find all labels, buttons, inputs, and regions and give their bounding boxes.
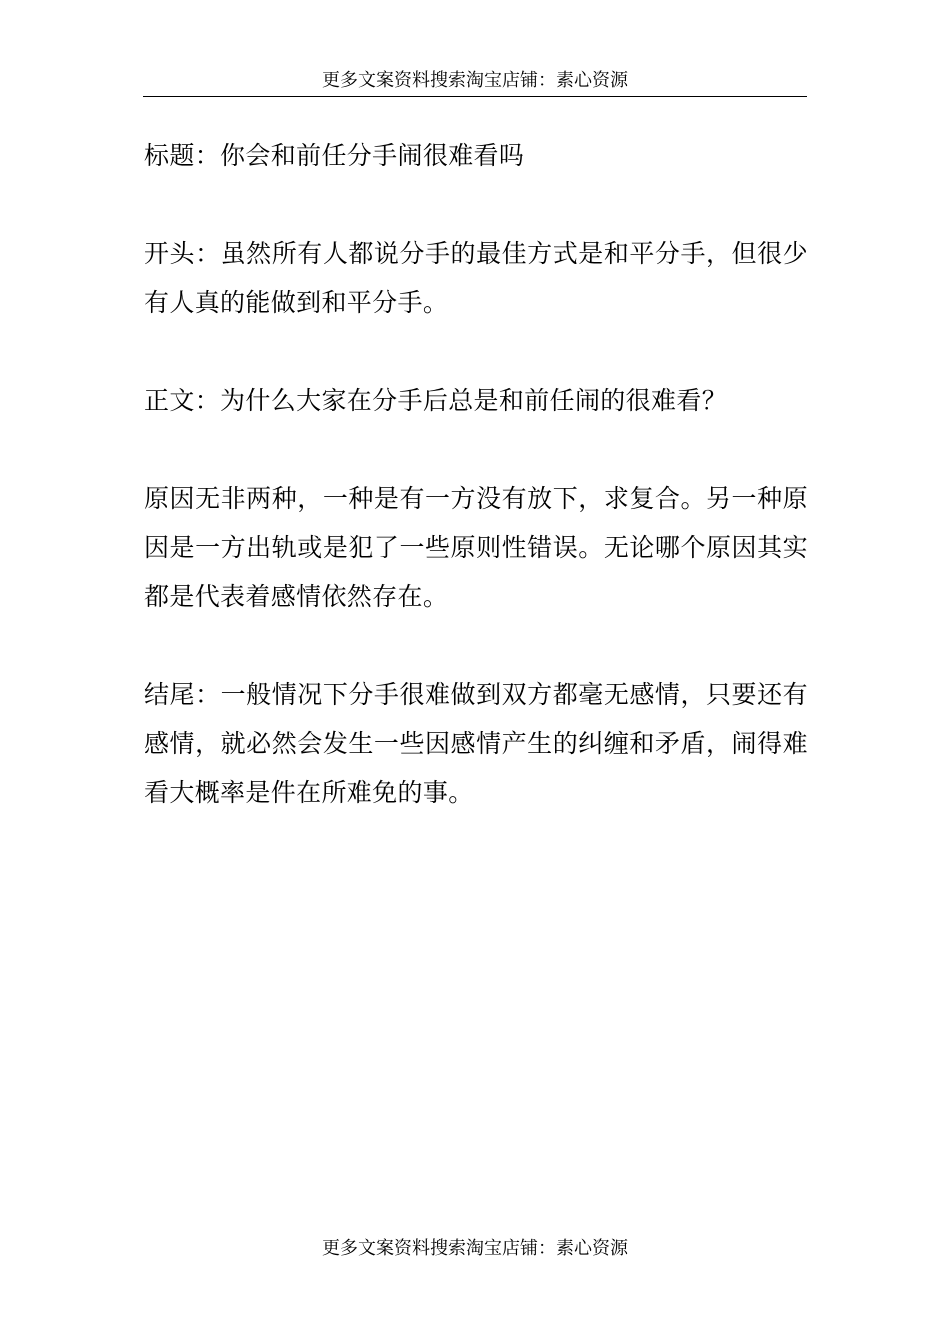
ending-paragraph: 结尾：一般情况下分手很难做到双方都毫无感情，只要还有感情，就必然会发生一些因感情产生的纠缠和矛盾，闹得难看大概率是件在所难免的事。 (144, 680, 808, 807)
opening-paragraph: 开头：虽然所有人都说分手的最佳方式是和平分手，但很少有人真的能做到和平分手。 (144, 239, 808, 317)
document-body (144, 131, 808, 817)
header-text: 更多文案资料搜索淘宝店铺：素心资源 (322, 70, 628, 91)
title-paragraph: 标题：你会和前任分手闹很难看吗 (144, 141, 525, 170)
page-header (143, 66, 807, 97)
body-intro-paragraph: 正文：为什么大家在分手后总是和前任闹的很难看？ (144, 386, 728, 415)
page-footer: 更多文案资料搜索淘宝店铺：素心资源 (322, 1238, 628, 1259)
body-reason-paragraph: 原因无非两种，一种是有一方没有放下，求复合。另一种原因是一方出轨或是犯了一些原则性错误。无论哪个原因其实都是代表着感情依然存在。 (144, 484, 808, 611)
